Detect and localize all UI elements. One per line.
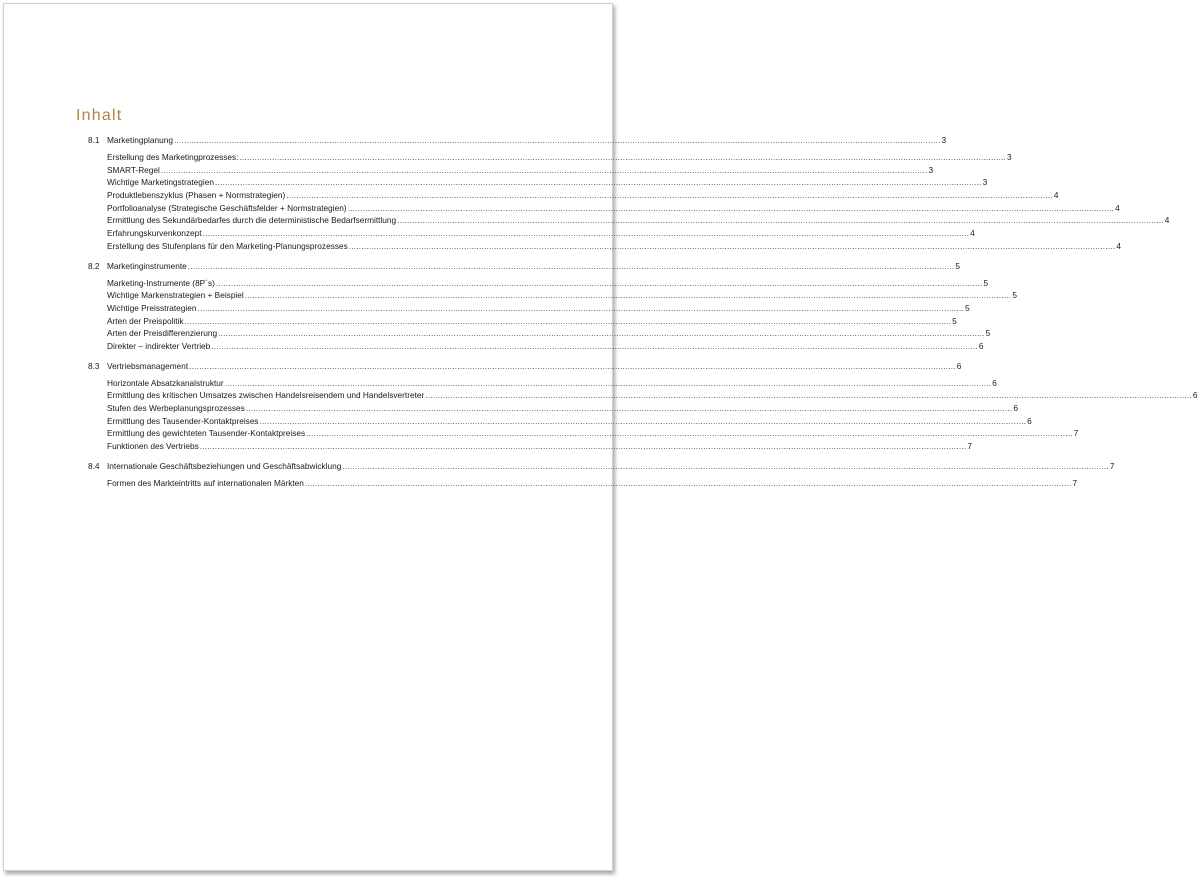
toc-page-number: 4 (970, 228, 975, 239)
toc-leader-dots (161, 164, 928, 177)
toc-entry-row[interactable] (88, 377, 997, 390)
toc-leader-dots (397, 214, 1164, 227)
toc-entry-row[interactable] (88, 402, 1018, 415)
toc-page-number: 7 (967, 441, 972, 452)
toc-leader-dots (200, 440, 967, 453)
toc-page-number: 3 (928, 164, 934, 175)
toc-entry-row[interactable] (88, 214, 1170, 227)
toc-section (88, 260, 1017, 353)
toc-section-row[interactable] (88, 360, 962, 373)
toc-page-number: 3 (982, 177, 988, 188)
toc-page-number: 7 (1072, 477, 1078, 488)
toc-entry-row[interactable] (88, 389, 1197, 402)
toc-leader-dots (348, 202, 1115, 215)
toc-entry-row[interactable] (88, 227, 975, 240)
toc-page-number: 5 (965, 302, 970, 313)
toc-leader-dots (211, 340, 978, 353)
toc-entry-title: Erstellung des Stufenplans für den Marketing-Planungsprozesses (107, 240, 348, 251)
toc-entry-row[interactable] (88, 415, 1032, 428)
toc-page-number: 5 (955, 260, 960, 271)
toc-entry-row[interactable] (88, 277, 989, 290)
toc-page-number: 7 (1073, 428, 1079, 439)
toc-entry-title: Arten der Preisdifferenzierung (107, 328, 218, 339)
toc-section-number: 8.3 (88, 360, 100, 371)
document-page (3, 3, 1197, 871)
toc-leader-dots (185, 315, 952, 328)
toc-entry-title: Wichtige Markenstrategien + Beispiel (107, 290, 244, 301)
toc-entry-title: SMART-Regel (107, 164, 160, 175)
toc-section-title: Vertriebsmanagement (107, 360, 189, 371)
toc-leader-dots (197, 302, 964, 315)
toc-page-number: 3 (1007, 152, 1012, 162)
toc-entry-row[interactable] (88, 427, 1079, 440)
toc-section-number: 8.4 (88, 460, 100, 471)
toc-leader-dots (260, 415, 1027, 428)
toc-page-number: 6 (1013, 403, 1018, 413)
toc-section (88, 460, 1115, 490)
toc-section-title: Marketinginstrumente (107, 260, 187, 271)
toc-entry-title: Formen des Markteintritts auf internationalen Märkten (107, 477, 304, 488)
table-of-contents (88, 134, 1197, 496)
toc-entry-title: Wichtige Preisstrategien (107, 302, 197, 313)
toc-entry-title: Produktlebenszyklus (Phasen + Normstrategien) (107, 190, 286, 201)
toc-entry-row[interactable] (88, 189, 1059, 202)
toc-entry-row[interactable] (88, 176, 988, 189)
toc-page-number: 5 (1012, 290, 1017, 301)
toc-leader-dots (174, 134, 941, 147)
toc-section-row[interactable] (88, 134, 947, 147)
toc-entry-title: Horizontale Absatzkanalstruktur (107, 377, 224, 388)
toc-entry-row[interactable] (88, 289, 1017, 302)
toc-heading: Inhalt (76, 107, 123, 124)
toc-section-title: Internationale Geschäftsbeziehungen und Geschäftsabwicklung (107, 460, 342, 471)
toc-page-number: 5 (952, 315, 957, 326)
toc-leader-dots (245, 289, 1012, 302)
toc-leader-dots (349, 240, 1116, 253)
toc-entry-row[interactable] (88, 240, 1121, 253)
toc-section-title: Marketingplanung (107, 135, 173, 145)
toc-entry-row[interactable] (88, 477, 1078, 490)
toc-entry-row[interactable] (88, 327, 991, 340)
toc-section (88, 360, 1197, 453)
toc-page-number: 6 (992, 377, 997, 388)
toc-entry-title: Funktionen des Vertriebs (107, 441, 199, 452)
toc-entry-row[interactable] (88, 315, 957, 328)
toc-section-number: 8.1 (88, 135, 100, 145)
toc-entry-title: Wichtige Marketingstrategien (107, 177, 214, 188)
toc-entry-title: Erstellung des Marketingprozesses: (107, 152, 239, 162)
toc-leader-dots (215, 176, 982, 189)
toc-leader-dots (216, 277, 983, 290)
toc-entry-title: Erfahrungskurvenkonzept (107, 228, 202, 239)
toc-entry-row[interactable] (88, 440, 972, 453)
toc-entry-row[interactable] (88, 164, 934, 177)
toc-page-number: 4 (1116, 240, 1121, 251)
toc-leader-dots (286, 189, 1053, 202)
toc-leader-dots (306, 427, 1073, 440)
toc-leader-dots (246, 402, 1013, 415)
toc-section-row[interactable] (88, 260, 960, 273)
toc-leader-dots (305, 477, 1072, 490)
toc-leader-dots (188, 260, 955, 273)
toc-entry-title: Direkter – indirekter Vertrieb (107, 340, 211, 351)
toc-entry-row[interactable] (88, 151, 1012, 164)
toc-entry-title: Ermittlung des gewichteten Tausender-Kontaktpreises (107, 428, 306, 439)
toc-entry-row[interactable] (88, 340, 984, 353)
toc-leader-dots (239, 151, 1006, 164)
toc-page-number: 5 (983, 277, 989, 288)
toc-leader-dots (218, 327, 985, 340)
toc-leader-dots (189, 360, 956, 373)
toc-entry-title: Ermittlung des kritischen Umsatzes zwischen Handelsreisendem und Handelsvertreter (107, 390, 425, 401)
toc-leader-dots (425, 389, 1192, 402)
toc-leader-dots (225, 377, 992, 390)
toc-entry-title: Marketing-Instrumente (8P´s) (107, 277, 215, 288)
toc-entry-title: Ermittlung des Sekundärbedarfes durch die deterministische Bedarfsermittlung (107, 215, 397, 226)
toc-page-number: 6 (1192, 390, 1197, 401)
toc-page-number: 4 (1164, 215, 1170, 226)
toc-page-number: 6 (978, 340, 984, 351)
toc-section-number: 8.2 (88, 260, 100, 271)
toc-entry-title: Portfolioanalyse (Strategische Geschäftsfelder + Normstrategien) (107, 202, 347, 213)
toc-leader-dots (203, 227, 970, 240)
toc-page-number: 4 (1053, 190, 1059, 201)
toc-leader-dots (342, 460, 1109, 473)
toc-page-number: 5 (985, 328, 991, 339)
toc-section (88, 134, 1170, 253)
toc-entry-title: Stufen des Werbeplanungsprozesses (107, 403, 245, 413)
toc-page-number: 6 (1027, 415, 1032, 426)
toc-page-number: 4 (1115, 202, 1120, 213)
toc-section-row[interactable] (88, 460, 1115, 473)
toc-page-number: 7 (1109, 460, 1115, 471)
toc-entry-row[interactable] (88, 202, 1120, 215)
toc-entry-title: Arten der Preispolitik (107, 315, 184, 326)
toc-page-number: 3 (941, 135, 947, 145)
toc-page-number: 6 (956, 360, 962, 371)
toc-entry-row[interactable] (88, 302, 970, 315)
toc-entry-title: Ermittlung des Tausender-Kontaktpreises (107, 415, 259, 426)
